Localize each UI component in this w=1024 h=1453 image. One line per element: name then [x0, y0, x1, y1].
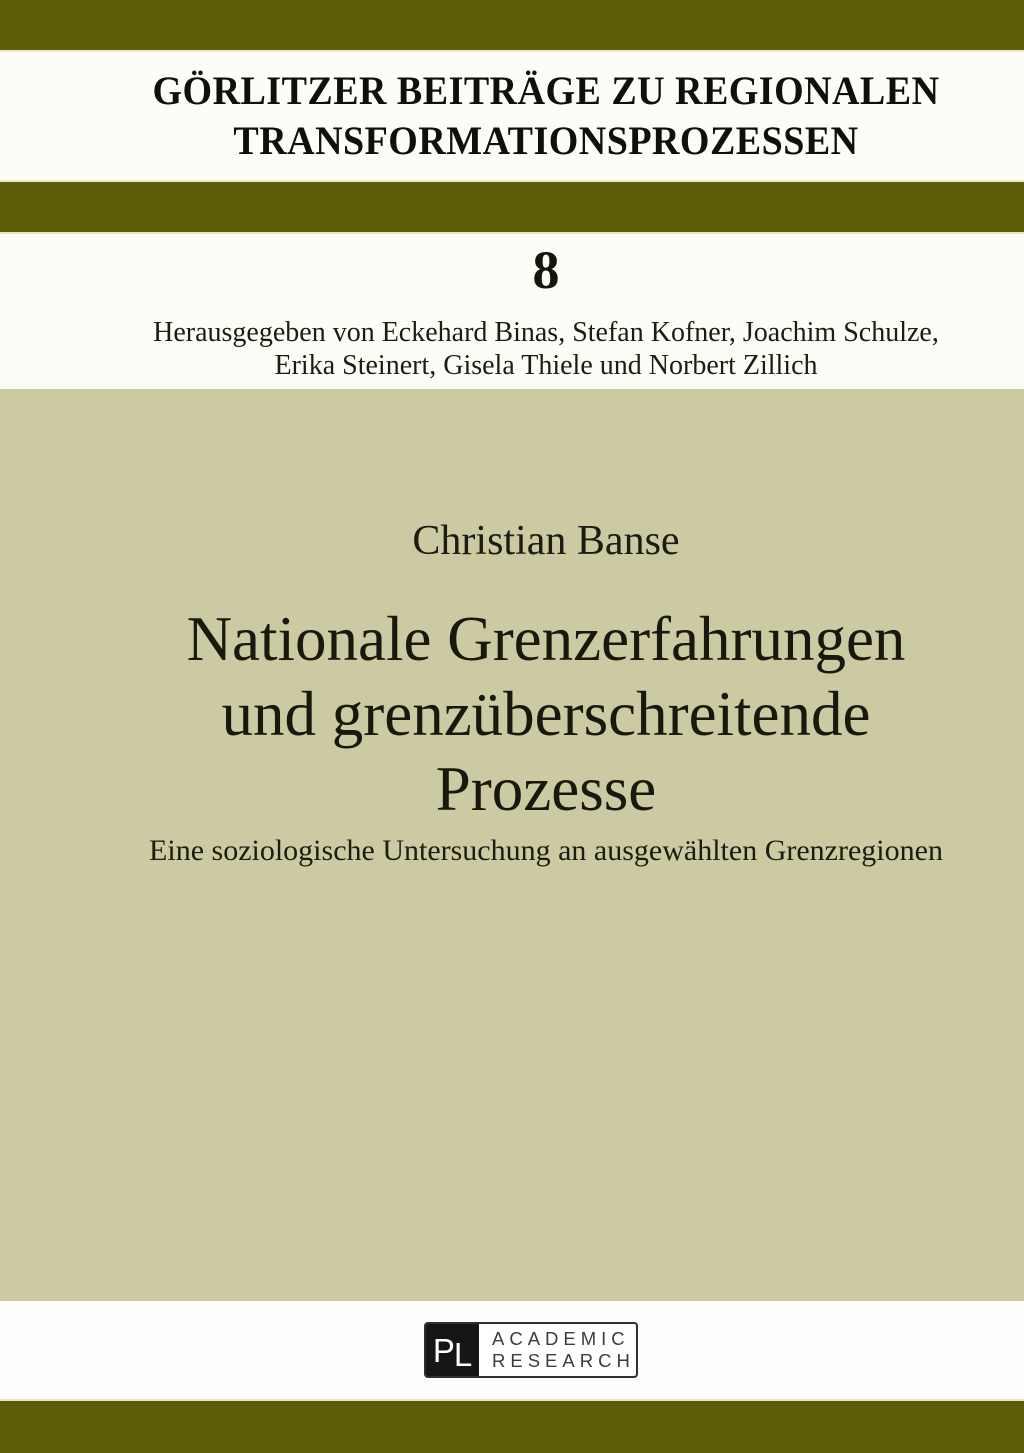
olive-bar-bottom — [0, 1399, 1024, 1453]
book-subtitle: Eine soziologische Untersuchung an ausgewählten Grenzregionen — [149, 834, 943, 867]
olive-bar-middle — [0, 180, 1024, 234]
publisher-band — [0, 1301, 1024, 1399]
series-title-line2: TRANSFORMATIONSPROZESSEN — [233, 118, 859, 163]
publisher-monogram-box — [426, 1324, 479, 1376]
book-title — [0, 602, 1024, 827]
editors-credit — [68, 316, 1024, 382]
publisher-name — [479, 1324, 636, 1376]
series-title-line1: GÖRLITZER BEITRÄGE ZU REGIONALEN — [152, 68, 940, 113]
main-cover-area — [0, 389, 1024, 1301]
publisher-logo — [424, 1322, 638, 1378]
series-volume-number: 8 — [532, 240, 560, 300]
volume-editors-band — [0, 234, 1024, 389]
title-line3: Prozesse — [435, 754, 657, 824]
title-line1: Nationale Grenzerfahrungen — [186, 604, 906, 674]
editors-line1: Herausgegeben von Eckehard Binas, Stefan Kofner, Joachim Schulze, — [153, 317, 939, 348]
author-name: Christian Banse — [412, 518, 680, 564]
editors-line2: Erika Steinert, Gisela Thiele und Norbert Zillich — [274, 350, 818, 381]
monogram-letter-p: P — [432, 1331, 455, 1369]
olive-bar-top — [0, 0, 1024, 52]
title-line2: und grenzüberschreitende — [221, 679, 871, 749]
monogram-letter-l: L — [453, 1335, 473, 1373]
publisher-name-line1: ACADEMIC — [492, 1328, 630, 1349]
publisher-name-line2: RESEARCH — [492, 1350, 635, 1371]
series-title-band — [0, 52, 1024, 180]
